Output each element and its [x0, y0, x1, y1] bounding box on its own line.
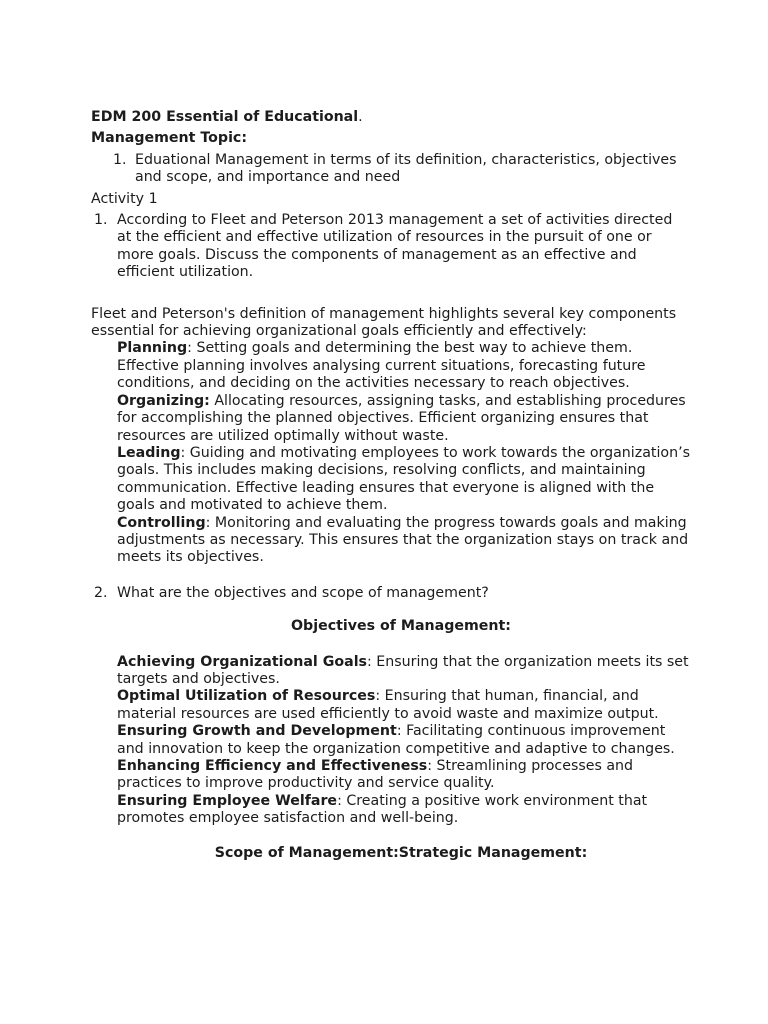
topic-heading: Management Topic:: [91, 130, 248, 147]
list-number: 1.: [94, 212, 108, 229]
question-text: According to Fleet and Peterson 2013 management a set of activities directed at the efficient and effective utilization of resources in the pursuit of one or more goals. Discuss the components of management as an effective and efficient utilization.: [117, 212, 673, 281]
objectives-heading: Objectives of Management:: [291, 618, 511, 635]
question-text: What are the objectives and scope of management?: [117, 584, 489, 601]
component-controlling: Controlling: Monitoring and evaluating the progress towards goals and making adjustments as necessary. This ensures that the organization stays on track and meets its objectives.: [117, 514, 689, 566]
components-list: [117, 340, 691, 566]
document-page: [91, 109, 691, 862]
intro-paragraph: Fleet and Peterson's definition of management highlights several key components essential for achieving organizational goals efficiently and effectively:: [91, 305, 677, 340]
objective-item: Ensuring Growth and Development: Facilitating continuous improvement and innovation to keep the organization competitive and adaptive to changes.: [117, 723, 675, 757]
topic-list-item: [91, 152, 691, 187]
objective-item: Enhancing Efficiency and Effectiveness: Streamlining processes and practices to improve productivity and service quality.: [117, 758, 634, 792]
question-2: [91, 585, 691, 602]
list-number: 2.: [94, 584, 108, 601]
scope-heading: Scope of Management:Strategic Management:: [214, 844, 588, 861]
question-1: [91, 212, 691, 282]
objective-item: Optimal Utilization of Resources: Ensuring that human, financial, and material resources are used efficiently to avoid waste and maximize output.: [117, 688, 659, 722]
topic-text: Eduational Management in terms of its definition, characteristics, objectives and scope, and importance and need: [135, 151, 677, 186]
activity-label: Activity 1: [91, 190, 158, 207]
objectives-list: [117, 654, 691, 828]
objective-item: Ensuring Employee Welfare: Creating a positive work environment that promotes employee satisfaction and well-being.: [117, 792, 648, 827]
component-planning: Planning: Setting goals and determining the best way to achieve them. Effective planning involves analysing current situations, forecasting future conditions, and deciding on the activities necessary to reach objectives.: [117, 340, 646, 392]
component-organizing: Organizing: Allocating resources, assigning tasks, and establishing procedures for accomplishing the planned objectives. Efficient organizing ensures that resources are utilized optimally without waste.: [117, 392, 686, 444]
component-leading: Leading: Guiding and motivating employees to work towards the organization’s goals. This includes making decisions, resolving conflicts, and maintaining communication. Effective leading ensures that everyone is aligned with the goals and motivated to achieve them.: [117, 444, 690, 514]
course-title: EDM 200 Essential of Educational.: [91, 109, 363, 125]
objective-item: Achieving Organizational Goals: Ensuring that the organization meets its set targets and objectives.: [117, 653, 689, 687]
list-number: 1.: [113, 151, 127, 168]
